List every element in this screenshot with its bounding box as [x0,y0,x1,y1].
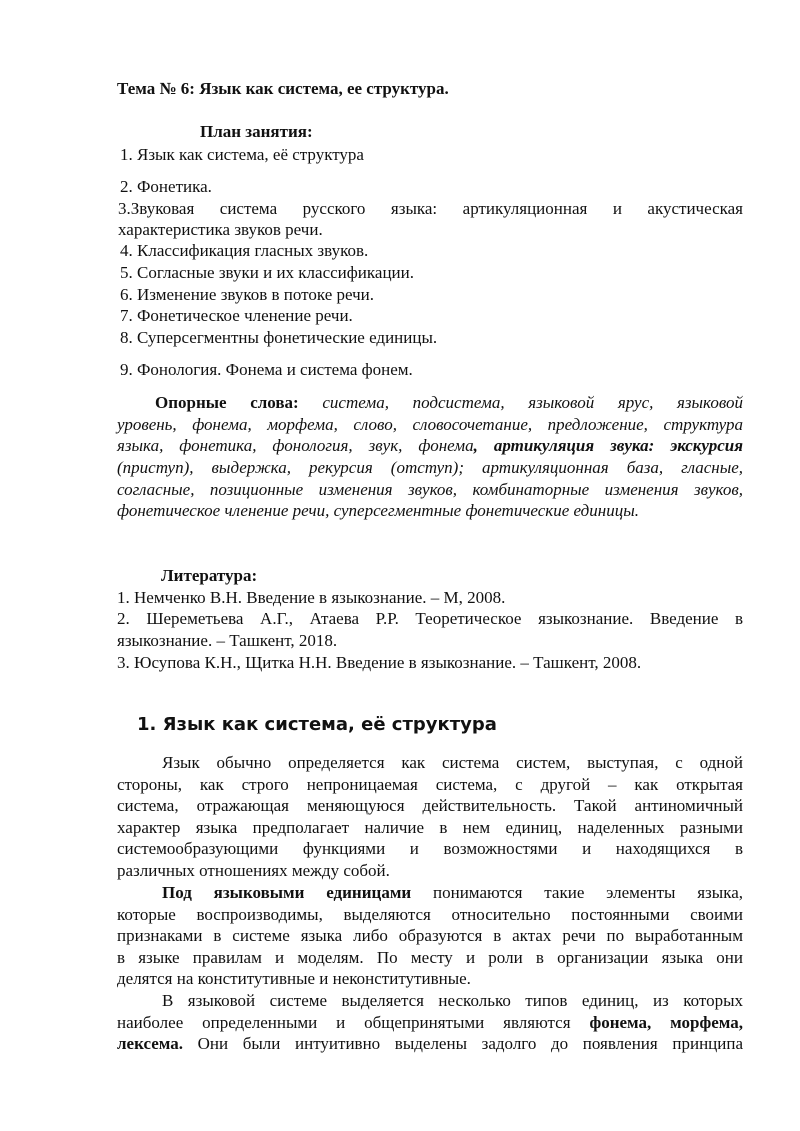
literature-heading: Литература: [161,566,258,585]
paragraph-line: различных отношениях между собой. [117,861,390,880]
paragraph-line: лексема. Они были интуитивно выделены задолго до появления принципа [117,1034,743,1053]
paragraph-line: Язык обычно определяется как система систем, выступая, с одной [162,753,743,772]
keywords-label: Опорные слова: [155,393,299,412]
keywords-line: языка, фонетика, фонология, звук, фонема, артикуляция звука: экскурсия [117,436,743,455]
term-bold: Под языковыми единицами [162,883,412,902]
keywords-line: фонетическое членение речи, суперсегментные фонетические единицы. [117,501,639,520]
plan-item: 4. Классификация гласных звуков. [120,241,369,260]
paragraph-line: Под языковыми единицами понимаются такие элементы языка, [162,883,743,902]
literature-item: 1. Немченко В.Н. Введение в языкознание. – М, 2008. [117,588,506,607]
plan-item: 8. Суперсегментны фонетические единицы. [120,328,438,347]
keywords-line: (приступ), выдержка, рекурсия (отступ); артикуляционная база, гласные, [117,458,743,477]
plan-item: 7. Фонетическое членение речи. [120,306,353,325]
literature-item: 2. Шереметьева А.Г., Атаева Р.Р. Теоретическое языкознание. Введение в [117,609,743,628]
keywords-line: Опорные слова: система, подсистема, языковой ярус, языковой [155,393,744,412]
plan-item: 9. Фонология. Фонема и система фонем. [120,360,413,379]
paragraph-line: в языке правилам и моделям. По месту и роли в организации языка они [117,948,743,967]
plan-item: 1. Язык как система, её структура [120,145,364,164]
literature-item: 3. Юсупова К.Н., Щитка Н.Н. Введение в языкознание. – Ташкент, 2008. [117,653,642,672]
plan-item: 2. Фонетика. [120,177,212,196]
paragraph-line: наиболее определенными и общепринятыми являются фонема, морфема, [117,1013,743,1032]
keywords-line: согласные, позиционные изменения звуков, комбинаторные изменения звуков, [117,480,743,499]
plan-heading: План занятия: [200,122,313,141]
plan-item: 5. Согласные звуки и их классификации. [120,263,414,282]
plan-item: 6. Изменение звуков в потоке речи. [120,285,375,304]
paragraph-line: стороны, как строго непроницаемая система, с другой – как открытая [117,775,743,794]
paragraph-line: признаками в системе языка либо образуются в актах речи по выработанным [117,926,743,945]
keywords-line: уровень, фонема, морфема, слово, словосочетание, предложение, структура [117,415,743,434]
literature-item-continuation: языкознание. – Ташкент, 2018. [117,631,338,650]
section-heading: 1. Язык как система, её структура [137,714,497,735]
plan-item-continuation: характеристика звуков речи. [118,220,323,239]
paragraph-line: система, отражающая меняющуюся действительность. Такой антиномичный [117,796,743,815]
paragraph-line: характер языка предполагает наличие в нем единиц, наделенных разными [117,818,743,837]
plan-item: 3.Звуковая система русского языка: артикуляционная и акустическая [118,199,743,218]
paragraph-line: системообразующими функциями и возможностями и находящихся в [117,839,743,858]
paragraph-line: В языковой системе выделяется несколько типов единиц, из которых [162,991,743,1010]
paragraph-line: делятся на конститутивные и неконститутивные. [117,969,471,988]
page-title: Тема № 6: Язык как система, ее структура. [117,79,449,98]
paragraph-line: которые воспроизводимы, выделяются относительно постоянными своими [117,905,743,924]
